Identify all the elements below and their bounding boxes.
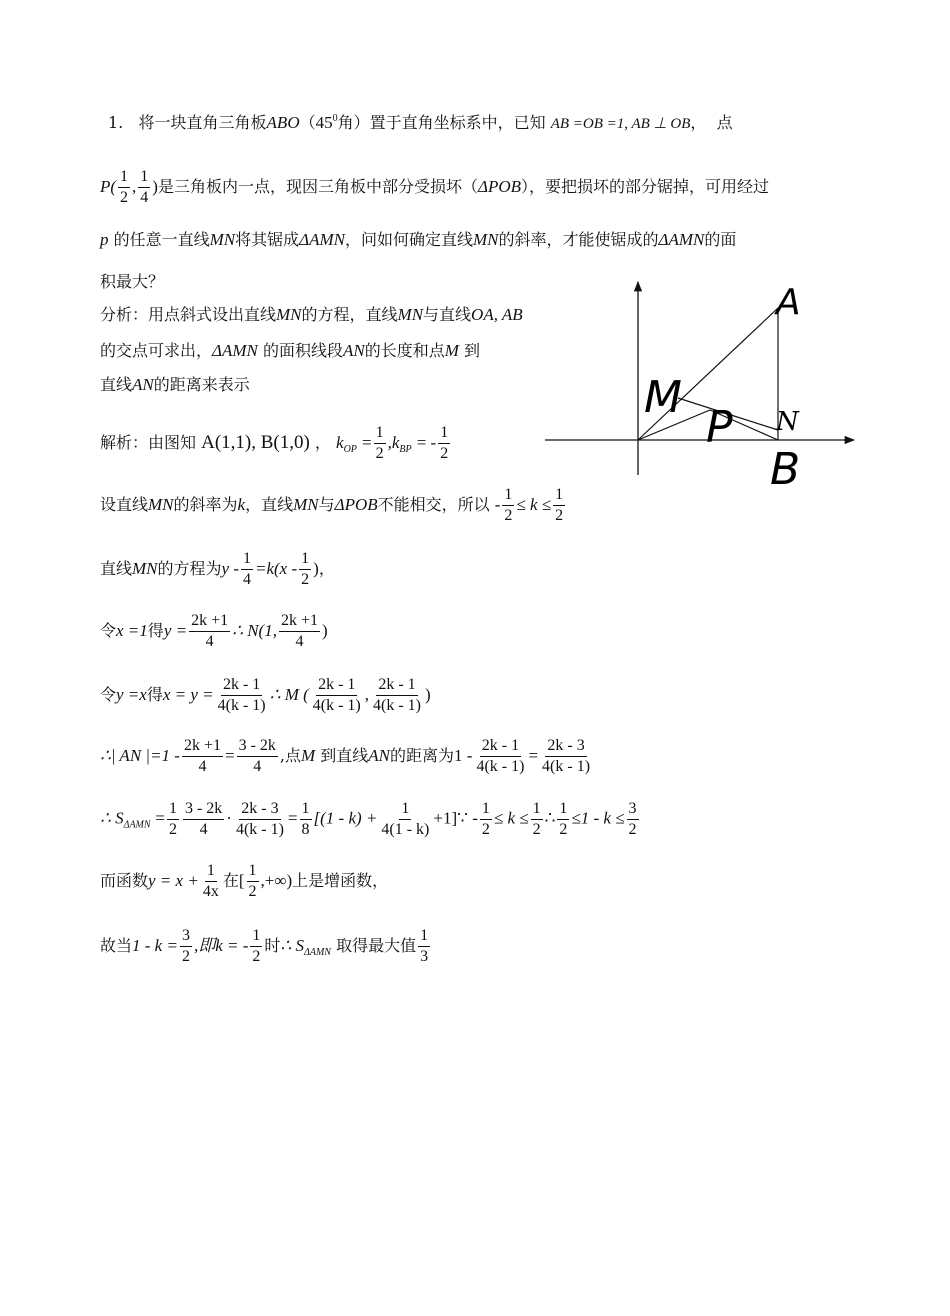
problem-line-2 xyxy=(100,168,769,207)
math: ) xyxy=(321,621,328,640)
math: ΔAMN xyxy=(299,230,345,249)
text: 角）置于直角坐标系中，已知 xyxy=(337,113,546,132)
fraction: $\frac{1}{2}$ xyxy=(248,862,257,900)
math: ΔAMN xyxy=(212,341,258,360)
math: ∴ xyxy=(544,808,556,828)
math: ABO xyxy=(266,113,300,132)
solution-line-3 xyxy=(100,550,335,589)
text: ），要把损坏的部分锯掉，可用经过 xyxy=(521,177,770,196)
text: 的任意一直线 xyxy=(113,230,210,249)
fraction: $\frac{3}{2}$ xyxy=(628,800,637,838)
text: ，直线 xyxy=(245,495,294,514)
text: 的斜率为 xyxy=(173,495,238,514)
text: 直线 xyxy=(100,559,133,578)
math: ,即k = - xyxy=(193,936,249,955)
text: 取得最大值 xyxy=(336,936,417,955)
math: = xyxy=(362,433,372,452)
label-P: P xyxy=(706,402,733,453)
text: 分析：用点斜式设出直线 xyxy=(100,305,277,324)
math: AN xyxy=(343,341,365,360)
text: 不能相交，所以 xyxy=(377,495,490,514)
text: 故当 xyxy=(100,936,133,955)
fraction: $\frac{2k +1}{4}$ xyxy=(280,612,318,650)
math-sub: ΔAMN xyxy=(123,819,151,831)
text: 点 xyxy=(716,113,733,132)
math: AB =OB =1, AB ⊥ OB xyxy=(550,116,691,132)
text: ， xyxy=(690,113,707,132)
math: y = xyxy=(163,621,188,640)
text: ,点 xyxy=(279,746,302,765)
solution-line-4 xyxy=(100,612,328,651)
math: ∴ S xyxy=(100,808,124,828)
math: ≤1 - k ≤ xyxy=(571,808,625,828)
fraction: $\frac{1}{2}$ xyxy=(252,927,261,965)
math: ,+∞) xyxy=(260,871,293,890)
fraction: $\frac{1}{2}$ xyxy=(481,800,490,838)
math: ≤ k ≤ xyxy=(516,495,552,514)
fraction: $\frac{1}{4}$ xyxy=(140,168,149,206)
solution-line-8 xyxy=(100,862,388,901)
fraction: $\frac{2k - 1}{4(k - 1)}$ xyxy=(312,676,361,714)
problem-number: 1. xyxy=(108,113,124,132)
math: MN xyxy=(148,495,174,514)
fraction: $\frac{3 - 2k}{4}$ xyxy=(238,737,276,775)
math: - xyxy=(494,495,501,514)
fraction: $\frac{1}{2}$ xyxy=(440,424,449,462)
math: = xyxy=(155,808,165,828)
fraction: $\frac{1}{2}$ xyxy=(120,168,129,206)
math: M xyxy=(444,341,459,360)
text: 得 xyxy=(146,685,163,704)
math: MN xyxy=(397,305,424,324)
math: · xyxy=(226,808,232,828)
solution-line-2 xyxy=(100,486,567,525)
label-B: B xyxy=(770,444,801,495)
text: ， xyxy=(318,559,335,578)
text: 令 xyxy=(100,685,117,704)
text: 将其锯成 xyxy=(235,230,300,249)
math: y =x xyxy=(116,685,147,704)
fraction: $\frac{2k - 3}{4(k - 1)}$ xyxy=(542,737,591,775)
analysis-line-1 xyxy=(100,304,523,326)
text: 将一块直角三角板 xyxy=(138,113,267,132)
math: , xyxy=(132,177,137,196)
fraction: $\frac{2k +1}{4}$ xyxy=(191,612,229,650)
fraction: $\frac{1}{4(1 - k)}$ xyxy=(381,800,430,838)
fraction: $\frac{1}{8}$ xyxy=(301,800,310,838)
fraction: $\frac{2k - 1}{4(k - 1)}$ xyxy=(476,737,525,775)
math-sub: BP xyxy=(399,444,412,455)
math: y - xyxy=(221,559,239,578)
math: MN xyxy=(473,230,499,249)
text: 的距离为 xyxy=(390,746,455,765)
solution-line-7 xyxy=(100,800,641,839)
fraction: $\frac{2k - 1}{4(k - 1)}$ xyxy=(373,676,421,714)
math: k xyxy=(336,433,344,452)
math: OA, AB xyxy=(471,305,523,324)
math: = xyxy=(225,746,235,765)
label-M: M xyxy=(644,372,682,423)
math-sub: OP xyxy=(343,444,357,455)
problem-line-3 xyxy=(100,229,736,251)
math: AN xyxy=(368,746,391,765)
math: k xyxy=(237,495,246,514)
math: ∴| AN |=1 - xyxy=(100,746,180,765)
text: 的长度和点 xyxy=(364,341,445,360)
text: 直线 xyxy=(100,375,133,394)
fraction: $\frac{1}{4x}$ xyxy=(202,862,219,900)
math: y = x + xyxy=(148,871,199,890)
text: 上是增函数， xyxy=(292,871,389,890)
math: AN xyxy=(132,375,154,394)
text: 的方程为 xyxy=(157,559,222,578)
math: ) xyxy=(152,177,158,196)
fraction: $\frac{2k +1}{4}$ xyxy=(183,737,221,775)
triangle-figure xyxy=(540,270,860,495)
math: = xyxy=(287,808,298,828)
fraction: $\frac{1}{2}$ xyxy=(532,800,541,838)
text: 令 xyxy=(100,621,117,640)
solution-line-1 xyxy=(100,424,452,463)
math: ) xyxy=(313,559,319,578)
math: = xyxy=(528,746,539,765)
math: ) xyxy=(424,685,431,704)
text: 得 xyxy=(147,621,164,640)
math: +1]∵ - xyxy=(433,808,478,828)
analysis-line-2 xyxy=(100,340,480,362)
fraction: $\frac{1}{2}$ xyxy=(168,800,177,838)
text: 与 xyxy=(318,495,335,514)
fraction: $\frac{1}{2}$ xyxy=(375,424,384,462)
math: M xyxy=(301,746,316,765)
text: 时 xyxy=(264,936,281,955)
text: ，问如何确定直线 xyxy=(345,230,474,249)
text: 到直线 xyxy=(320,746,369,765)
math: [(1 - k) + xyxy=(313,808,378,828)
math: 1 - k = xyxy=(132,936,178,955)
problem-line-4 xyxy=(100,271,164,293)
fraction: $\frac{1}{2}$ xyxy=(555,486,564,524)
text: 的面 xyxy=(704,230,737,249)
text: （ xyxy=(299,113,316,132)
math: 45 xyxy=(315,113,333,132)
solution-line-5 xyxy=(100,676,431,715)
fraction: $\frac{1}{3}$ xyxy=(420,927,429,965)
text: 设直线 xyxy=(100,495,149,514)
math: MN xyxy=(209,230,236,249)
math: ΔPOB xyxy=(334,495,378,514)
fraction: $\frac{1}{2}$ xyxy=(301,550,310,588)
math: x =1 xyxy=(116,621,148,640)
math: A(1,1), B(1,0) xyxy=(201,432,310,453)
math: [ xyxy=(238,871,245,890)
math: ,k xyxy=(387,433,400,452)
math: MN xyxy=(132,559,158,578)
fraction: $\frac{1}{2}$ xyxy=(504,486,513,524)
text: 的方程，直线 xyxy=(301,305,398,324)
solution-line-6 xyxy=(100,737,594,776)
math: , xyxy=(364,685,369,704)
analysis-line-3 xyxy=(100,374,250,396)
text: 到 xyxy=(464,341,481,360)
text: 积最大？ xyxy=(100,272,165,291)
math: ∴ M ( xyxy=(269,685,309,704)
fraction: $\frac{2k - 3}{4(k - 1)}$ xyxy=(235,800,284,838)
fraction: $\frac{1}{4}$ xyxy=(243,550,251,588)
text: 与直线 xyxy=(423,305,472,324)
label-N: N xyxy=(776,407,799,437)
text: 是三角板内一点，现因三角板中部分受损坏（ xyxy=(157,177,478,196)
text: 在 xyxy=(222,871,239,890)
text: 的面积线段 xyxy=(262,341,343,360)
math: =k(x - xyxy=(255,559,298,578)
text: 的距离来表示 xyxy=(153,375,250,394)
text: ， xyxy=(314,433,331,452)
math: 1 - xyxy=(454,746,473,765)
math: ΔPOB xyxy=(477,177,522,196)
math: ≤ k ≤ xyxy=(493,808,529,828)
problem-line-1 xyxy=(108,108,733,135)
math: = - xyxy=(416,433,437,452)
fraction: $\frac{3 - 2k}{4}$ xyxy=(184,800,223,838)
fraction: $\frac{3}{2}$ xyxy=(181,927,190,965)
math-sub: ΔAMN xyxy=(303,947,331,958)
text: 的斜率，才能使锯成的 xyxy=(498,230,659,249)
text: 的交点可求出， xyxy=(100,341,213,360)
math: p xyxy=(100,230,109,249)
solution-line-9 xyxy=(100,927,432,966)
text: 解析：由图知 xyxy=(100,433,197,452)
math-sup: 0 xyxy=(332,113,338,124)
math: ∴ N(1, xyxy=(232,621,277,640)
math: x = y = xyxy=(162,685,214,704)
math: MN xyxy=(293,495,319,514)
math: P( xyxy=(100,177,117,196)
math: MN xyxy=(276,305,302,324)
math: ∴ S xyxy=(280,936,304,955)
text: 而函数 xyxy=(100,871,149,890)
label-A: A xyxy=(776,282,801,323)
fraction: $\frac{2k - 1}{4(k - 1)}$ xyxy=(217,676,266,714)
fraction: $\frac{1}{2}$ xyxy=(559,800,568,838)
math: ΔAMN xyxy=(658,230,705,249)
